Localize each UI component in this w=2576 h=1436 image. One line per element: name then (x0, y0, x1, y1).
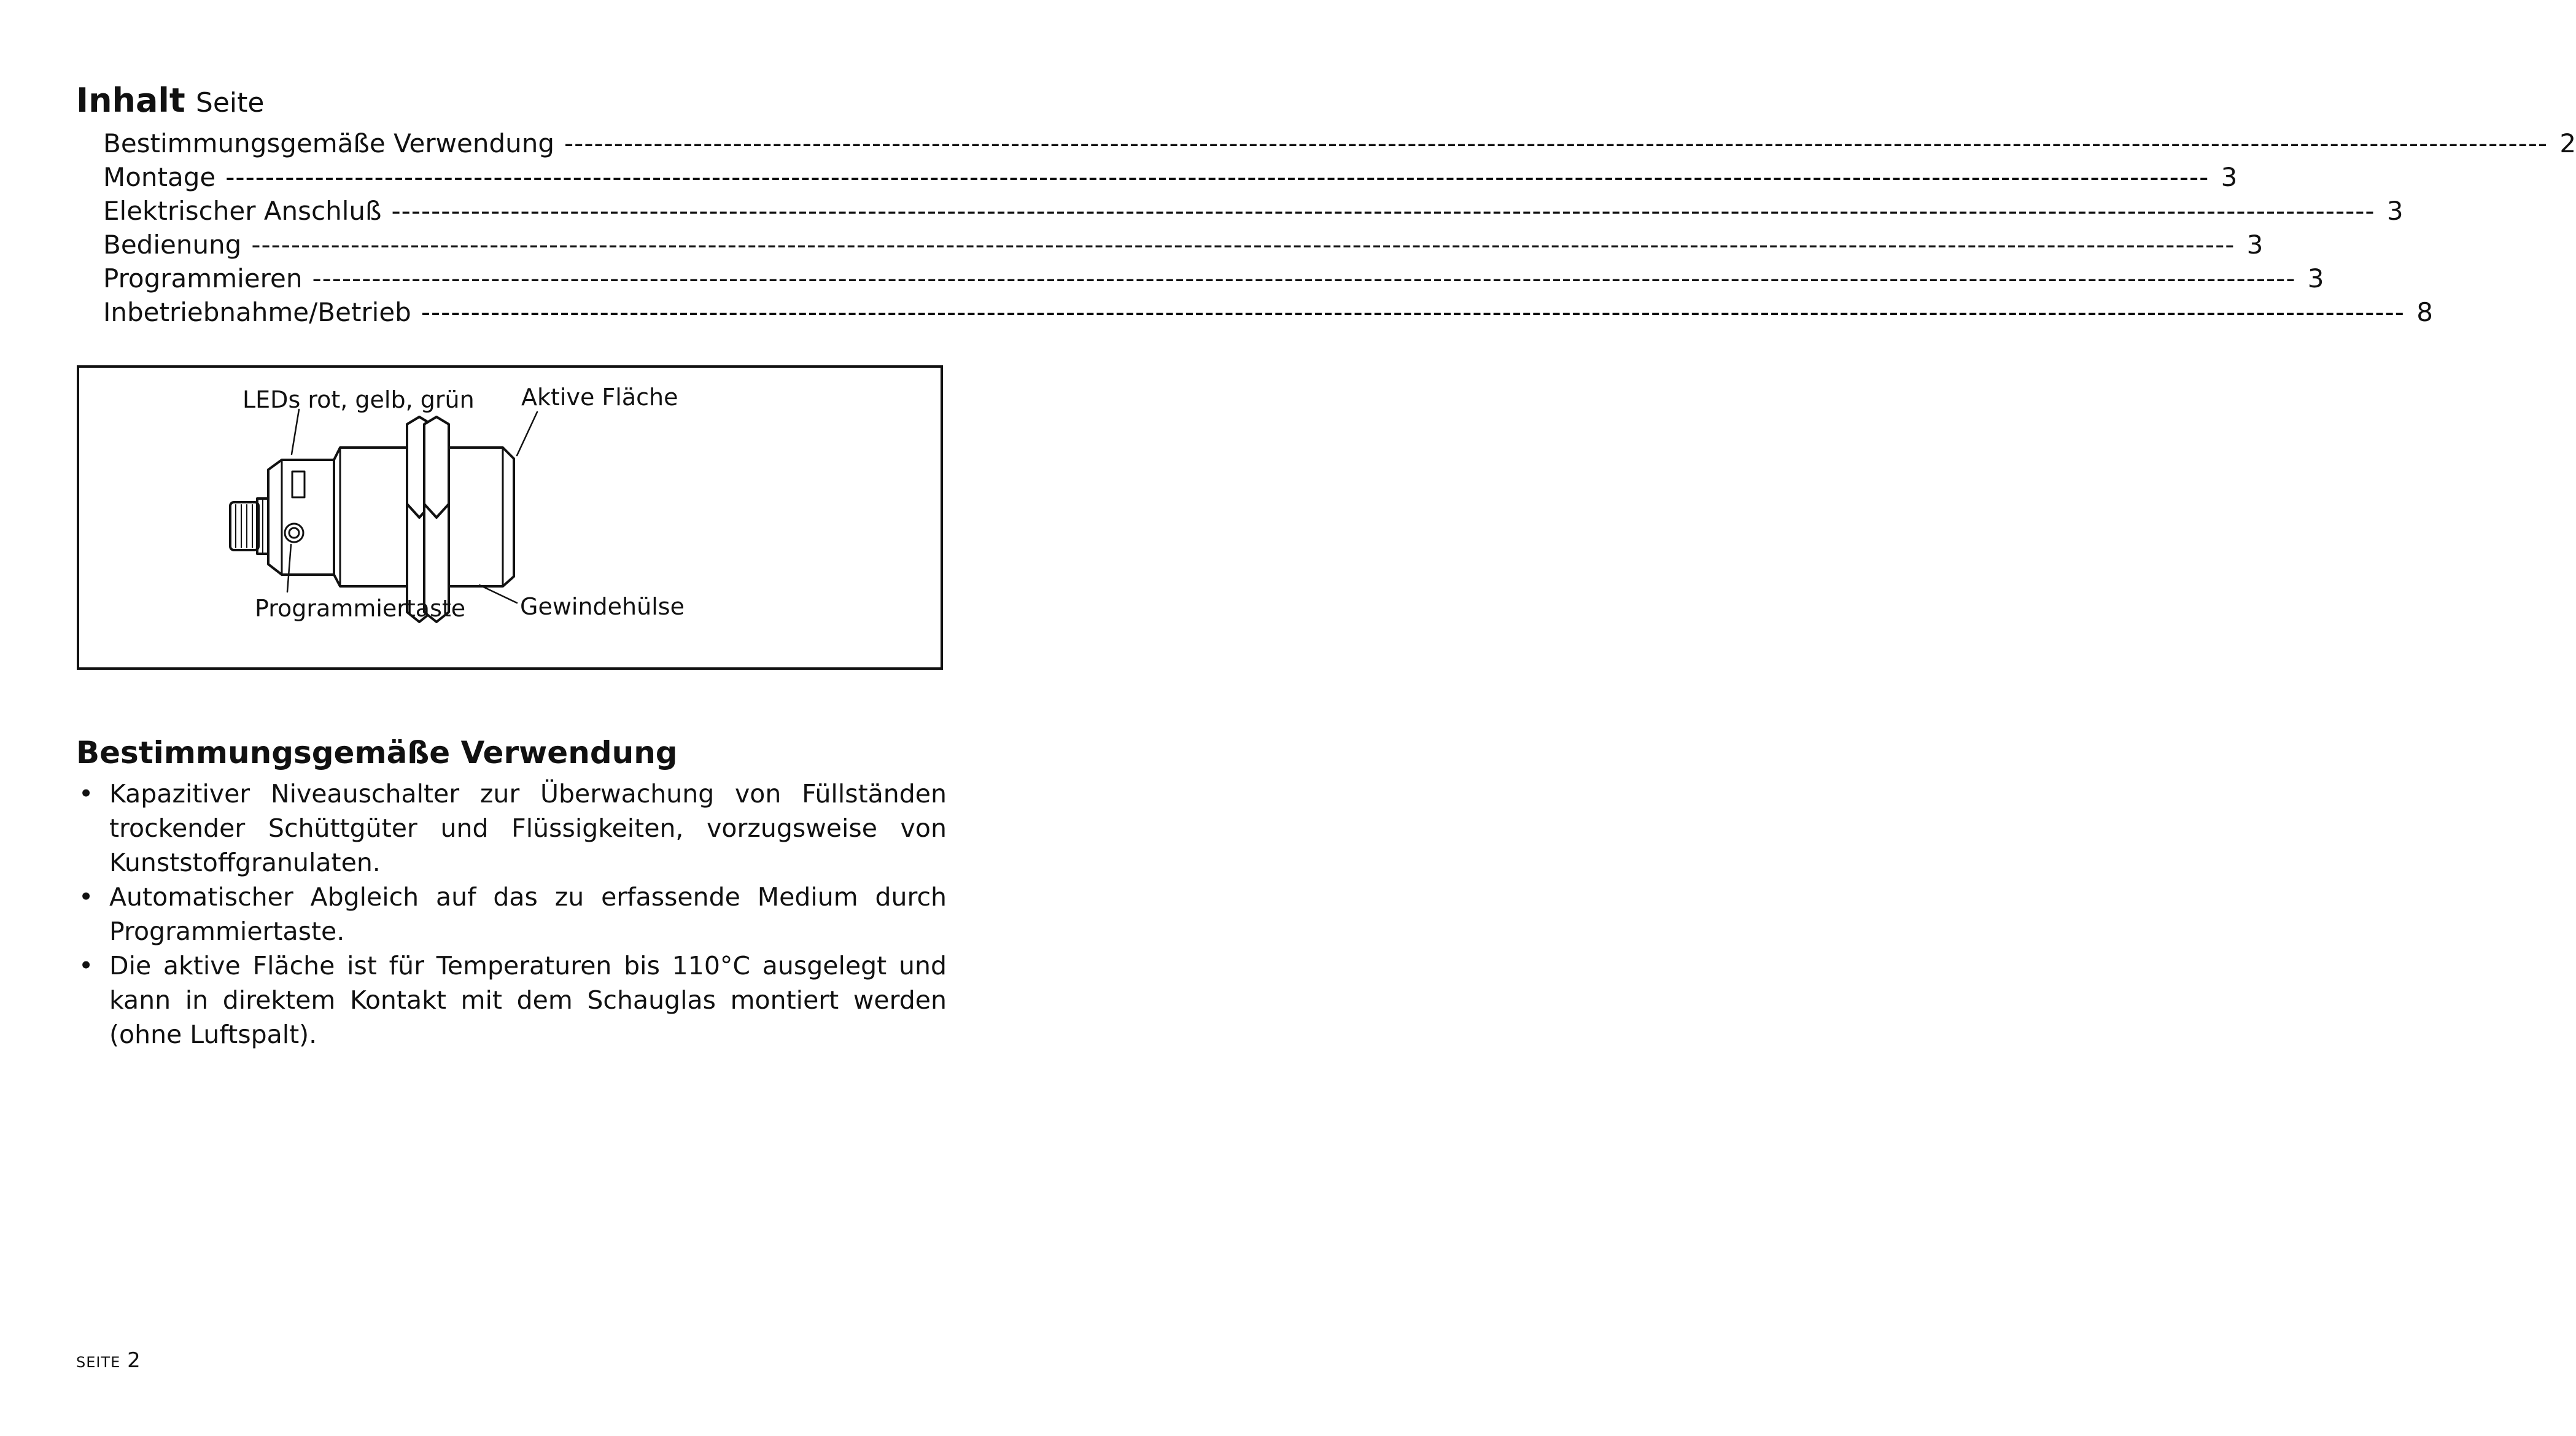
callout-active-surface: Aktive Fläche (521, 384, 678, 411)
section-heading: Bestimmungsgemäße Verwendung (76, 735, 678, 770)
toc-entry[interactable] (103, 262, 2324, 295)
toc-entry[interactable] (103, 194, 2403, 228)
toc-subtitle: Seite (195, 87, 265, 118)
rear-housing (268, 460, 334, 575)
leader-line-leds (292, 409, 299, 454)
bullet-text: Automatischer Abgleich auf das zu erfassende Medium durch Programmiertaste. (109, 882, 947, 946)
toc-entry-page: 2 (2559, 128, 2576, 158)
bullet-text: Kapazitiver Niveauschalter zur Überwachung von Füllständen trockender Schüttgüter und Flüssigkeiten, vorzugsweise von Kunststoffgranulaten. (109, 779, 947, 877)
bullet-text: Die aktive Fläche ist für Temperaturen bis 110°C ausgelegt und kann in direktem Kontakt mit dem Schauglas montiert werden (ohne Luftspalt). (109, 951, 947, 1049)
toc-entry[interactable] (103, 160, 2238, 194)
connector-plug (230, 499, 268, 554)
bullet-symbol: • (79, 951, 94, 980)
toc-entry-label: Elektrischer Anschluß (103, 196, 382, 226)
leader-line-active-surface (517, 412, 537, 456)
footer-page-number: 2 (127, 1348, 141, 1373)
toc-entry-label: Bestimmungsgemäße Verwendung (103, 128, 555, 158)
bullet-item (76, 777, 947, 880)
bullet-item (76, 880, 947, 949)
sensor-figure (77, 365, 943, 670)
toc-entry-page: 3 (2386, 196, 2403, 226)
toc-leader: -------------------------------------------------------------------------------------------------------------------------------------------------------------------------------------------------------- (421, 297, 2405, 327)
bullet-item (76, 949, 947, 1052)
toc-leader: -------------------------------------------------------------------------------------------------------------------------------------------------------------------------------------------------------- (225, 162, 2209, 192)
toc-entry[interactable] (103, 295, 2433, 329)
toc-leader: -------------------------------------------------------------------------------------------------------------------------------------------------------------------------------------------------------- (251, 230, 2235, 260)
bullet-list (76, 777, 947, 1052)
toc-entry-page: 3 (2246, 230, 2264, 260)
page-footer (76, 1348, 141, 1373)
toc-leader: -------------------------------------------------------------------------------------------------------------------------------------------------------------------------------------------------------- (564, 128, 2548, 158)
leader-line-program-button (287, 545, 291, 592)
toc-entry[interactable] (103, 228, 2264, 262)
toc-entry-page: 8 (2416, 297, 2433, 327)
callout-program-button: Programmiertaste (255, 595, 466, 622)
toc-title: Inhalt (76, 81, 185, 120)
toc-entry-label: Inbetriebnahme/Betrieb (103, 297, 411, 327)
bullet-symbol: • (79, 882, 94, 912)
toc-entry-page: 3 (2221, 162, 2238, 192)
leader-line-threaded-sleeve (479, 585, 517, 603)
callout-threaded-sleeve: Gewindehülse (520, 593, 685, 620)
toc-entry[interactable] (103, 126, 2576, 160)
toc-leader: -------------------------------------------------------------------------------------------------------------------------------------------------------------------------------------------------------- (391, 196, 2375, 226)
toc-leader: -------------------------------------------------------------------------------------------------------------------------------------------------------------------------------------------------------- (312, 263, 2296, 293)
toc-heading (76, 82, 264, 122)
toc-entry-page: 3 (2307, 263, 2324, 293)
toc-entry-label: Bedienung (103, 230, 242, 260)
hex-nuts (407, 417, 449, 622)
sensor-drawing (79, 368, 941, 667)
bullet-symbol: • (79, 779, 94, 809)
toc-entry-label: Programmieren (103, 263, 303, 293)
callout-leds: LEDs rot, gelb, grün (242, 386, 475, 413)
footer-label: SEITE (76, 1354, 121, 1371)
toc-entry-label: Montage (103, 162, 216, 192)
toc-list (103, 126, 2576, 329)
